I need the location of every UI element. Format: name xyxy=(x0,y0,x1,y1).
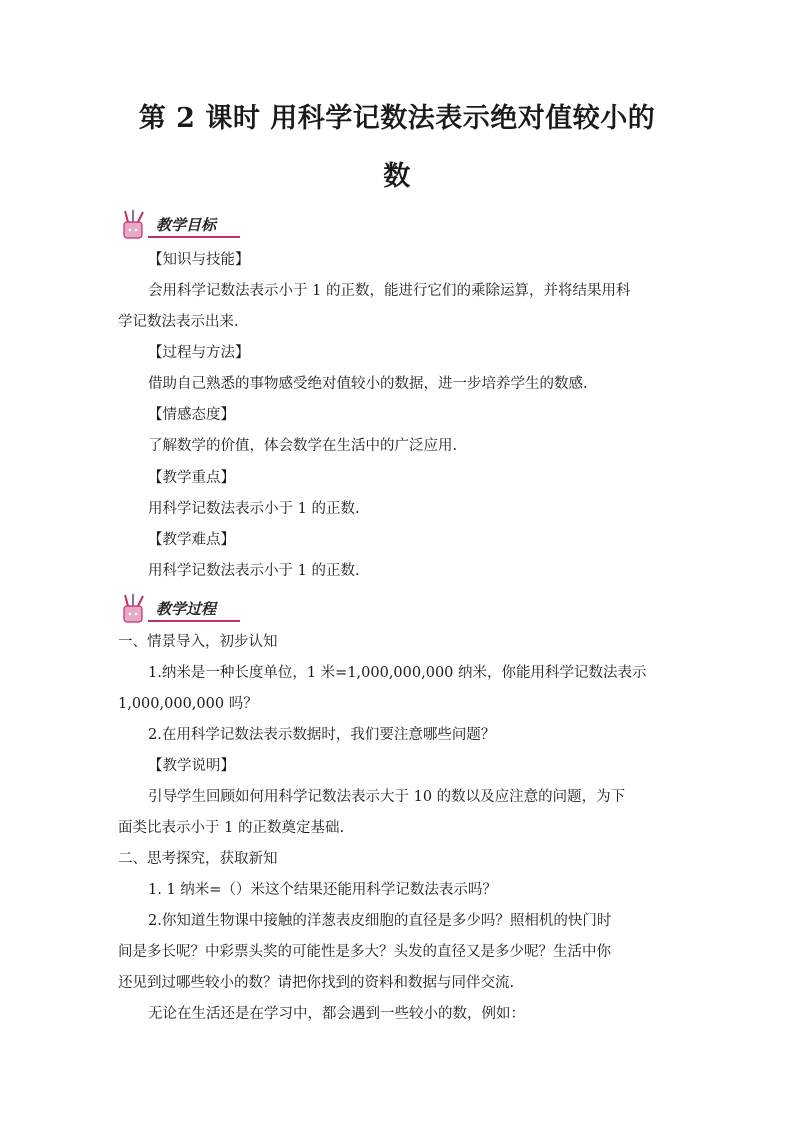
part1-q1-line-2: 1,000,000,000 吗？ xyxy=(118,696,258,712)
knowledge-heading: 【知识与技能】 xyxy=(148,252,250,268)
method-heading: 【过程与方法】 xyxy=(148,345,250,361)
difficulty-heading: 【教学难点】 xyxy=(148,532,235,548)
part2-tail: 无论在生活还是在学习中，都会遇到一些较小的数，例如： xyxy=(148,1006,525,1022)
part2-q2-line-2: 间是多长呢？中彩票头奖的可能性是多大？头发的直径又是多少呢？生活中你 xyxy=(118,944,611,960)
part1-heading: 一、情景导入，初步认知 xyxy=(118,634,278,650)
section-heading-process xyxy=(118,592,240,628)
section-label: 教学过程 xyxy=(156,600,217,618)
pencil-cup-icon xyxy=(118,592,152,626)
part1-q1-line-1: 1.纳米是一种长度单位，1 米=1,000,000,000 纳米，你能用科学记数法表示 xyxy=(148,665,647,681)
part2-q2-line-1: 2.你知道生物课中接触的洋葱表皮细胞的直径是多少吗？照相机的快门时 xyxy=(148,913,612,929)
part2-q2-line-3: 还见到过哪些较小的数？请把你找到的资料和数据与同伴交流. xyxy=(118,975,515,991)
part2-q1: 1. 1 纳米=（）米这个结果还能用科学记数法表示吗？ xyxy=(148,882,497,898)
teaching-note-line-1: 引导学生回顾如何用科学记数法表示大于 10 的数以及应注意的问题，为下 xyxy=(148,789,626,805)
pencil-cup-icon xyxy=(118,208,152,242)
key-point-text: 用科学记数法表示小于 1 的正数. xyxy=(148,501,360,517)
page-title-line-1: 第 2 课时 用科学记数法表示绝对值较小的 xyxy=(138,103,656,134)
part1-q2: 2.在用科学记数法表示数据时，我们要注意哪些问题？ xyxy=(148,727,496,743)
section-underline xyxy=(148,620,240,622)
key-point-heading: 【教学重点】 xyxy=(148,470,235,486)
section-underline xyxy=(148,236,240,238)
method-text: 借助自己熟悉的事物感受绝对值较小的数据，进一步培养学生的数感. xyxy=(148,376,588,392)
difficulty-text: 用科学记数法表示小于 1 的正数. xyxy=(148,563,360,579)
section-heading-objectives xyxy=(118,208,240,244)
knowledge-text-line-2: 学记数法表示出来. xyxy=(118,314,239,330)
attitude-text: 了解数学的价值，体会数学在生活中的广泛应用. xyxy=(148,438,458,454)
teaching-note-line-2: 面类比表示小于 1 的正数奠定基础. xyxy=(118,820,345,836)
knowledge-text-line-1: 会用科学记数法表示小于 1 的正数，能进行它们的乘除运算，并将结果用科 xyxy=(148,283,631,299)
attitude-heading: 【情感态度】 xyxy=(148,407,235,423)
page-title-line-2: 数 xyxy=(383,161,411,192)
teaching-note-heading: 【教学说明】 xyxy=(148,758,235,774)
section-label: 教学目标 xyxy=(156,216,217,234)
part2-heading: 二、思考探究，获取新知 xyxy=(118,851,278,867)
